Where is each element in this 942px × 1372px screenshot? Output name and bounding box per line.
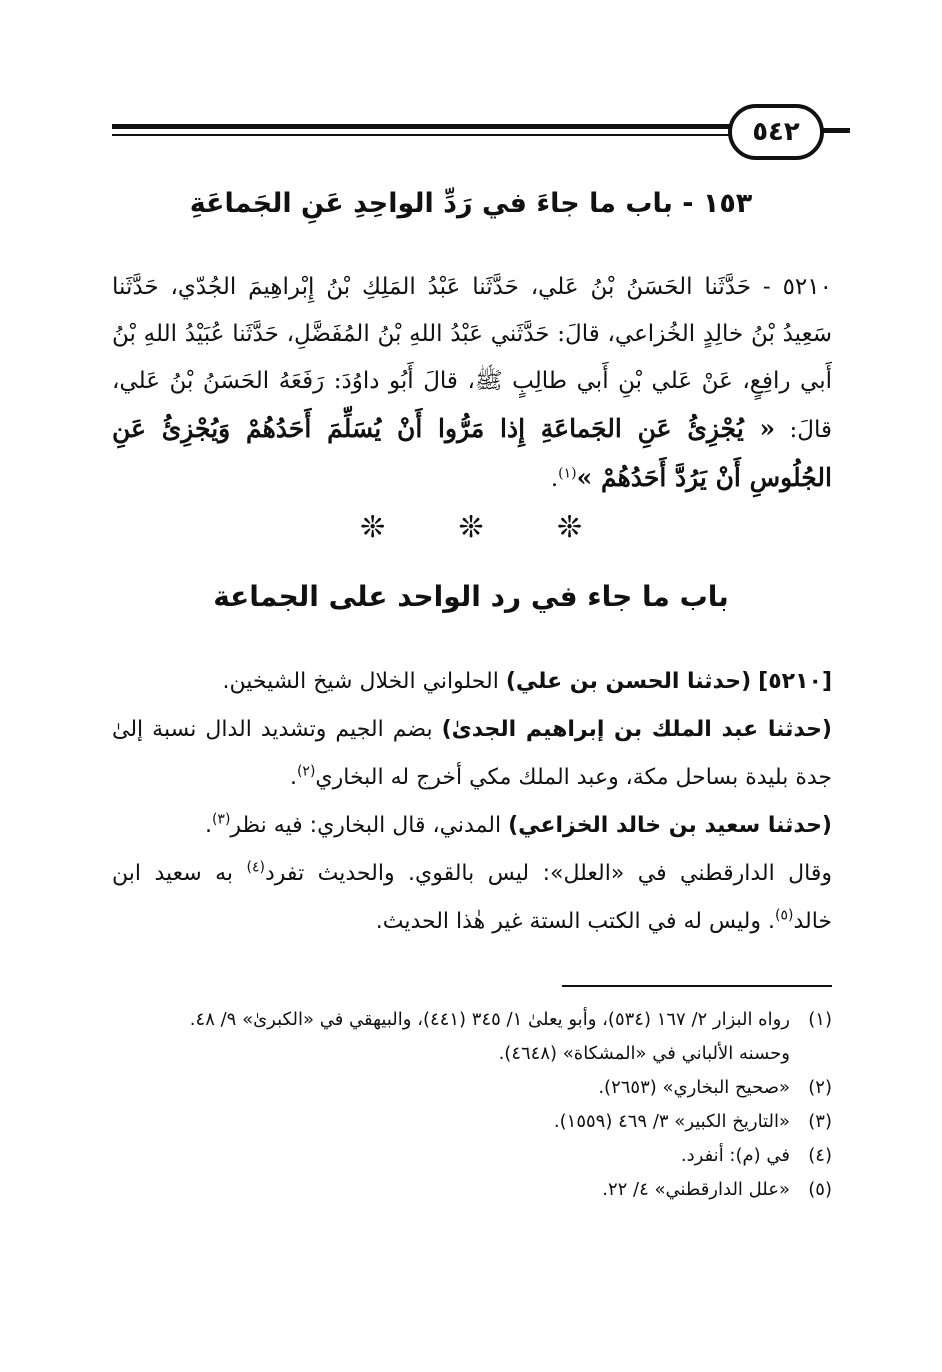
- hadith-text: [112, 264, 832, 503]
- footnote: [112, 1139, 832, 1173]
- star-icon: ❊: [556, 510, 582, 545]
- narrator-name: (حدثنا الحسن بن علي): [505, 669, 752, 694]
- hadith-isnad: ٥٢١٠ - حَدَّثَنا الحَسَنُ بْنُ عَلي، حَدَّثَنا عَبْدُ المَلِكِ بْنُ إِبْراهِيمَ الجُدّي، حَدَّثَنا سَعِيدُ بْنُ خالِدٍ الخُزاعي، قالَ: حَدَّثَني عَبْدُ اللهِ بْنُ المُفَضَّلِ، حَدَّثَنا عُبَيْدُ اللهِ بْنُ أَبي رافِعٍ، عَنْ عَلي بْنِ أَبي طالِبٍ ﷺ، قالَ أَبُو داوُدَ: رَفَعَهُ الحَسَنُ بْنُ عَلي، قالَ:: [112, 274, 832, 443]
- footnote-number: (٥): [808, 1179, 832, 1200]
- footnote-text: «علل الدارقطني» ٤/ ٢٢.: [602, 1179, 790, 1200]
- commentary-dot: .: [289, 765, 297, 790]
- hadith-matn: « يُجْزِئُ عَنِ الجَماعَةِ إِذا مَرُّوا أَنْ يُسَلِّمَ أَحَدُهُمْ وَيُجْزِئُ عَنِ الجُلُوسِ أَنْ يَرُدَّ أَحَدُهُمْ »: [112, 414, 832, 492]
- footnote: [112, 1003, 832, 1037]
- footnote-number: (١): [808, 1009, 832, 1030]
- star-icon: ❊: [360, 510, 386, 545]
- commentary-paragraph-3: [112, 802, 832, 850]
- footnote-ref-2: (٢): [296, 763, 316, 780]
- footnote-ref-5: (٥): [774, 907, 794, 924]
- footnote-number: (٢): [808, 1077, 832, 1098]
- header-rule: [112, 124, 734, 142]
- commentary-text: بضم الجيم وتشديد الدال نسبة إلىٰ جدة بليدة بساحل مكة، وعبد الملك مكي أخرج له البخاري: [112, 717, 832, 790]
- footnote-text: وحسنه الألباني في «المشكاة» (٤٦٤٨).: [498, 1043, 790, 1064]
- commentary-text: به سعيد ابن خالد: [112, 861, 832, 934]
- header-rule-thin-line: [112, 134, 734, 136]
- footnote-divider: [562, 985, 832, 987]
- chapter-title: ١٥٣ - باب ما جاءَ في رَدِّ الواحِدِ عَنِ الجَماعَةِ: [189, 188, 753, 219]
- commentary-text: الحلواني الخلال شيخ الشيخين.: [222, 669, 499, 694]
- footnote: [112, 1105, 832, 1139]
- commentary-paragraph-1: [112, 658, 832, 706]
- commentary-text: المدني، قال البخاري: فيه نظر: [230, 813, 502, 838]
- footnote-text: «التاريخ الكبير» ٣/ ٤٦٩ (١٥٥٩).: [553, 1111, 790, 1132]
- page-number: ٥٤٢: [728, 104, 824, 160]
- footnote: [112, 1071, 832, 1105]
- separator-stars: [360, 510, 582, 545]
- footnote-text: «صحيح البخاري» (٢٦٥٣).: [598, 1077, 790, 1098]
- footnote-ref-3: (٣): [211, 811, 231, 828]
- footnote-number: (٣): [808, 1111, 832, 1132]
- commentary-text: . وليس له في الكتب الستة غير هٰذا الحديث.: [375, 909, 775, 934]
- narrator-name: (حدثنا عبد الملك بن إبراهيم الجدىٰ): [441, 717, 832, 742]
- commentary-paragraph-2: [112, 706, 832, 802]
- hadith-end: .: [550, 466, 559, 492]
- footnote-ref-4: (٤): [246, 859, 265, 876]
- footnote: [112, 1037, 832, 1071]
- commentary-text: وقال الدارقطني في «العلل»: ليس بالقوي. والحديث تفرد: [265, 861, 832, 886]
- footnote-number: (٤): [808, 1145, 832, 1166]
- commentary: [112, 658, 832, 946]
- section-title: باب ما جاء في رد الواحد على الجماعة: [213, 580, 729, 613]
- star-icon: ❊: [458, 510, 484, 545]
- footnote-ref-1: (١): [558, 465, 577, 482]
- commentary-dot: .: [204, 813, 212, 838]
- header-rule-thick-line: [112, 124, 734, 129]
- footnote-text: رواه البزار ٢/ ١٦٧ (٥٣٤)، وأبو يعلىٰ ١/ ٣٤٥ (٤٤١)، والبيهقي في «الكبرىٰ» ٩/ ٤٨.: [189, 1009, 790, 1030]
- footnote-text: في (م): أنفرد.: [680, 1145, 790, 1166]
- footnote: [112, 1173, 832, 1207]
- footnotes: [112, 1003, 832, 1207]
- commentary-number: [٥٢١٠]: [758, 669, 832, 694]
- commentary-paragraph-4: [112, 850, 832, 946]
- narrator-name: (حدثنا سعيد بن خالد الخزاعي): [508, 813, 832, 838]
